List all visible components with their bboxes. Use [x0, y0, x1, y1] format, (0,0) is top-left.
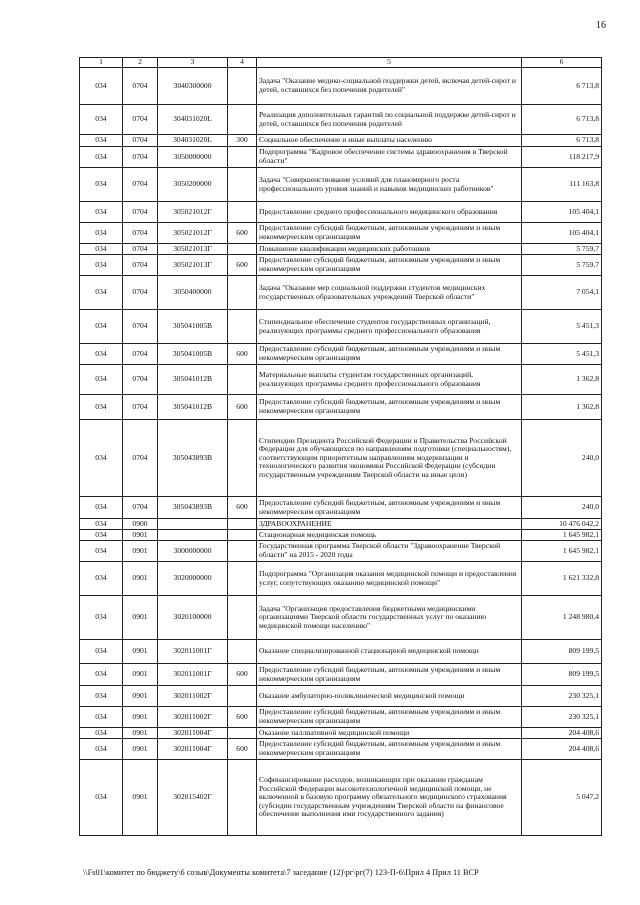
- item-name-cell: Стипендиальное обеспечение студентов государственных организаций, реализующих программы среднего профессионального образования: [257, 310, 522, 344]
- target-item-cell: 302011004Г: [158, 739, 228, 760]
- ministry-code-cell: 034: [80, 686, 123, 707]
- target-item-cell: 305021013Г: [158, 244, 228, 255]
- table-row: [80, 728, 602, 739]
- table-row: [80, 739, 602, 760]
- table-row: [80, 686, 602, 707]
- table-row: [80, 310, 602, 344]
- item-name-cell: ЗДРАВООХРАНЕНИЕ: [257, 519, 522, 530]
- table-row: [80, 135, 602, 147]
- ministry-code-cell: 034: [80, 244, 123, 255]
- amount-cell: 204 408,6: [522, 728, 602, 739]
- amount-cell: 5 759,7: [522, 244, 602, 255]
- column-header: 6: [522, 58, 602, 68]
- target-item-cell: 305021012Г: [158, 202, 228, 223]
- amount-cell: 809 199,5: [522, 640, 602, 664]
- amount-cell: 809 199,5: [522, 664, 602, 686]
- expense-type-cell: [228, 596, 257, 640]
- expense-type-cell: [228, 147, 257, 168]
- section-code-cell: 0704: [123, 255, 158, 276]
- target-item-cell: [158, 530, 228, 541]
- item-name-cell: Предоставление субсидий бюджетным, автономным учреждениям и иным некоммерческим организациям: [257, 223, 522, 244]
- table-row: [80, 760, 602, 836]
- target-item-cell: 302015402Г: [158, 760, 228, 836]
- section-code-cell: 0704: [123, 310, 158, 344]
- item-name-cell: Повышение квалификации медицинских работников: [257, 244, 522, 255]
- expense-type-cell: [228, 168, 257, 202]
- ministry-code-cell: 034: [80, 562, 123, 596]
- item-name-cell: Оказание специализированной стационарной медицинской помощи: [257, 640, 522, 664]
- target-item-cell: 304031020L: [158, 105, 228, 135]
- section-code-cell: 0901: [123, 739, 158, 760]
- target-item-cell: 3020100000: [158, 596, 228, 640]
- ministry-code-cell: 034: [80, 135, 123, 147]
- item-name-cell: Предоставление субсидий бюджетным, автономным учреждениям и иным некоммерческим организациям: [257, 344, 522, 365]
- amount-cell: 1 645 982,1: [522, 530, 602, 541]
- expense-type-cell: 600: [228, 664, 257, 686]
- amount-cell: 240,0: [522, 497, 602, 519]
- target-item-cell: 3050000000: [158, 147, 228, 168]
- ministry-code-cell: 034: [80, 739, 123, 760]
- expense-type-cell: [228, 519, 257, 530]
- ministry-code-cell: 034: [80, 105, 123, 135]
- item-name-cell: Задача "Совершенствование условий для планомерного роста профессионального уровня знаний и навыков медицинских работников": [257, 168, 522, 202]
- target-item-cell: 3050200000: [158, 168, 228, 202]
- item-name-cell: Предоставление субсидий бюджетным, автономным учреждениям и иным некоммерческим организациям: [257, 739, 522, 760]
- amount-cell: 111 163,8: [522, 168, 602, 202]
- expense-type-cell: 600: [228, 255, 257, 276]
- item-name-cell: Задача "Оказание мер социальной поддержки студентов медицинских государственных образовательных учреждений Тверской области": [257, 276, 522, 310]
- ministry-code-cell: 034: [80, 664, 123, 686]
- table-row: [80, 223, 602, 244]
- footer-file-path: \\Fs01\комитет по бюджету\6 созыв\Документы комитета\7 заседание (12)\рг\рг(7) 123-П-6\Прил 4 Прил 11 ВСР: [83, 868, 479, 877]
- amount-cell: 6 713,8: [522, 135, 602, 147]
- expense-type-cell: 600: [228, 497, 257, 519]
- item-name-cell: Материальные выплаты студентам государственных организаций, реализующих программы среднего профессионального образования: [257, 365, 522, 395]
- ministry-code-cell: 034: [80, 541, 123, 562]
- expense-type-cell: [228, 365, 257, 395]
- ministry-code-cell: 034: [80, 497, 123, 519]
- item-name-cell: Софинансирование расходов, возникающих при оказании гражданам Российской Федерации высокотехнологичной медицинской помощи, не включенной в базовую программу обязательного медицинского страхования (субсидии государственным учреждениям Тверской области на финансовое обеспечение выполнения ими государственного задания): [257, 760, 522, 836]
- amount-cell: 1 248 980,4: [522, 596, 602, 640]
- expense-type-cell: [228, 310, 257, 344]
- target-item-cell: 302011004Г: [158, 728, 228, 739]
- item-name-cell: Предоставление субсидий бюджетным, автономным учреждениям и иным некоммерческим организациям: [257, 255, 522, 276]
- ministry-code-cell: 034: [80, 728, 123, 739]
- amount-cell: 5 047,2: [522, 760, 602, 836]
- item-name-cell: Предоставление субсидий бюджетным, автономным учреждениям и иным некоммерческим организациям: [257, 395, 522, 420]
- item-name-cell: Подпрограмма "Организация оказания медицинской помощи и предоставления услуг, сопутствующих оказанию медицинской помощи": [257, 562, 522, 596]
- section-code-cell: 0704: [123, 395, 158, 420]
- expense-type-cell: [228, 244, 257, 255]
- amount-cell: 1 621 332,8: [522, 562, 602, 596]
- table-header-row: [80, 58, 602, 68]
- section-code-cell: 0704: [123, 105, 158, 135]
- ministry-code-cell: 034: [80, 420, 123, 497]
- section-code-cell: 0704: [123, 223, 158, 244]
- amount-cell: 1 362,8: [522, 365, 602, 395]
- expense-type-cell: 600: [228, 395, 257, 420]
- amount-cell: 10 476 042,2: [522, 519, 602, 530]
- target-item-cell: 305041012В: [158, 365, 228, 395]
- expense-type-cell: 300: [228, 135, 257, 147]
- table-row: [80, 541, 602, 562]
- section-code-cell: 0901: [123, 562, 158, 596]
- amount-cell: 118 217,9: [522, 147, 602, 168]
- ministry-code-cell: 034: [80, 344, 123, 365]
- amount-cell: 230 325,1: [522, 686, 602, 707]
- table-row: [80, 519, 602, 530]
- ministry-code-cell: 034: [80, 530, 123, 541]
- ministry-code-cell: 034: [80, 255, 123, 276]
- column-header: 4: [228, 58, 257, 68]
- amount-cell: 230 325,1: [522, 707, 602, 728]
- expense-type-cell: [228, 640, 257, 664]
- section-code-cell: 0901: [123, 686, 158, 707]
- item-name-cell: Стипендии Президента Российской Федерации и Правительства Российской Федерации для обучающихся по направлениям подготовки (специальностям), соответствующим приоритетным направлениям модернизации и технологического развития экономики Российской Федерации (субсидии государственным учреждениям Тверской области на иные цели): [257, 420, 522, 497]
- section-code-cell: 0901: [123, 596, 158, 640]
- section-code-cell: 0704: [123, 244, 158, 255]
- target-item-cell: 3050400000: [158, 276, 228, 310]
- item-name-cell: Стационарная медицинская помощь: [257, 530, 522, 541]
- section-code-cell: 0704: [123, 168, 158, 202]
- table-row: [80, 344, 602, 365]
- table-row: [80, 707, 602, 728]
- target-item-cell: 305043893В: [158, 420, 228, 497]
- target-item-cell: 302011002Г: [158, 707, 228, 728]
- section-code-cell: 0901: [123, 728, 158, 739]
- target-item-cell: 305021013Г: [158, 255, 228, 276]
- table-row: [80, 395, 602, 420]
- item-name-cell: Предоставление среднего профессионального медицинского образования: [257, 202, 522, 223]
- target-item-cell: 305041012В: [158, 395, 228, 420]
- target-item-cell: 302011001Г: [158, 640, 228, 664]
- ministry-code-cell: 034: [80, 168, 123, 202]
- section-code-cell: 0901: [123, 640, 158, 664]
- column-header: 1: [80, 58, 123, 68]
- ministry-code-cell: 034: [80, 707, 123, 728]
- section-code-cell: 0704: [123, 344, 158, 365]
- item-name-cell: Государственная программа Тверской области "Здравоохранение Тверской области" на 2015 - 2020 годы: [257, 541, 522, 562]
- section-code-cell: 0704: [123, 147, 158, 168]
- expense-type-cell: 600: [228, 707, 257, 728]
- target-item-cell: 3000000000: [158, 541, 228, 562]
- amount-cell: 5 451,3: [522, 344, 602, 365]
- item-name-cell: Оказание паллиативной медицинской помощи: [257, 728, 522, 739]
- amount-cell: 5 451,3: [522, 310, 602, 344]
- page-number: 16: [596, 20, 606, 31]
- expense-type-cell: [228, 760, 257, 836]
- ministry-code-cell: 034: [80, 760, 123, 836]
- table-row: [80, 365, 602, 395]
- table-row: [80, 640, 602, 664]
- item-name-cell: Предоставление субсидий бюджетным, автономным учреждениям и иным некоммерческим организациям: [257, 497, 522, 519]
- expense-type-cell: [228, 202, 257, 223]
- section-code-cell: 0704: [123, 420, 158, 497]
- item-name-cell: Оказание амбулаторно-поликлинической медицинской помощи: [257, 686, 522, 707]
- table-row: [80, 68, 602, 105]
- column-header: 5: [257, 58, 522, 68]
- item-name-cell: Задача "Оказание медико-социальной поддержки детей, включая детей-сирот и детей, оставшихся без попечения родителей": [257, 68, 522, 105]
- section-code-cell: 0901: [123, 760, 158, 836]
- item-name-cell: Задача "Организация предоставления бюджетными медицинскими организациями Тверской области государственных услуг по оказанию медицинской помощи населению": [257, 596, 522, 640]
- expense-type-cell: [228, 728, 257, 739]
- table-row: [80, 105, 602, 135]
- amount-cell: 1 645 982,1: [522, 541, 602, 562]
- amount-cell: 204 408,6: [522, 739, 602, 760]
- ministry-code-cell: 034: [80, 223, 123, 244]
- amount-cell: 5 759,7: [522, 255, 602, 276]
- column-header: 2: [123, 58, 158, 68]
- section-code-cell: 0901: [123, 664, 158, 686]
- section-code-cell: 0900: [123, 519, 158, 530]
- expense-type-cell: [228, 530, 257, 541]
- section-code-cell: 0901: [123, 530, 158, 541]
- expense-type-cell: 600: [228, 739, 257, 760]
- target-item-cell: 302011001Г: [158, 664, 228, 686]
- ministry-code-cell: 034: [80, 365, 123, 395]
- table-row: [80, 497, 602, 519]
- target-item-cell: [158, 519, 228, 530]
- expense-type-cell: 600: [228, 223, 257, 244]
- ministry-code-cell: 034: [80, 310, 123, 344]
- expense-type-cell: [228, 420, 257, 497]
- expense-type-cell: [228, 562, 257, 596]
- section-code-cell: 0704: [123, 365, 158, 395]
- amount-cell: 1 362,8: [522, 395, 602, 420]
- ministry-code-cell: 034: [80, 147, 123, 168]
- expense-type-cell: [228, 276, 257, 310]
- table-row: [80, 168, 602, 202]
- section-code-cell: 0901: [123, 541, 158, 562]
- amount-cell: 7 054,1: [522, 276, 602, 310]
- target-item-cell: 305041005В: [158, 310, 228, 344]
- expense-type-cell: 600: [228, 344, 257, 365]
- amount-cell: 105 404,1: [522, 223, 602, 244]
- item-name-cell: Реализация дополнительных гарантий по социальной поддержке детей-сирот и детей, оставшихся без попечения родителей: [257, 105, 522, 135]
- ministry-code-cell: 034: [80, 276, 123, 310]
- item-name-cell: Предоставление субсидий бюджетным, автономным учреждениям и иным некоммерческим организациям: [257, 664, 522, 686]
- section-code-cell: 0704: [123, 68, 158, 105]
- target-item-cell: 3020000000: [158, 562, 228, 596]
- item-name-cell: Подпрограмма "Кадровое обеспечение системы здравоохранения в Тверской области": [257, 147, 522, 168]
- table-row: [80, 147, 602, 168]
- section-code-cell: 0901: [123, 707, 158, 728]
- section-code-cell: 0704: [123, 497, 158, 519]
- section-code-cell: 0704: [123, 276, 158, 310]
- budget-table: [79, 57, 602, 836]
- expense-type-cell: [228, 686, 257, 707]
- table-row: [80, 255, 602, 276]
- table-row: [80, 596, 602, 640]
- ministry-code-cell: 034: [80, 640, 123, 664]
- ministry-code-cell: 034: [80, 395, 123, 420]
- expense-type-cell: [228, 105, 257, 135]
- column-header: 3: [158, 58, 228, 68]
- ministry-code-cell: 034: [80, 202, 123, 223]
- amount-cell: 6 713,8: [522, 68, 602, 105]
- section-code-cell: 0704: [123, 135, 158, 147]
- item-name-cell: Предоставление субсидий бюджетным, автономным учреждениям и иным некоммерческим организациям: [257, 707, 522, 728]
- amount-cell: 6 713,8: [522, 105, 602, 135]
- target-item-cell: 304031020L: [158, 135, 228, 147]
- target-item-cell: 302011002Г: [158, 686, 228, 707]
- table-row: [80, 530, 602, 541]
- amount-cell: 240,0: [522, 420, 602, 497]
- ministry-code-cell: 034: [80, 596, 123, 640]
- table-row: [80, 202, 602, 223]
- table-row: [80, 420, 602, 497]
- section-code-cell: 0704: [123, 202, 158, 223]
- table-row: [80, 664, 602, 686]
- target-item-cell: 3040300000: [158, 68, 228, 105]
- table-row: [80, 244, 602, 255]
- target-item-cell: 305043893В: [158, 497, 228, 519]
- target-item-cell: 305041005В: [158, 344, 228, 365]
- ministry-code-cell: 034: [80, 519, 123, 530]
- amount-cell: 105 404,1: [522, 202, 602, 223]
- target-item-cell: 305021012Г: [158, 223, 228, 244]
- item-name-cell: Социальное обеспечение и иные выплаты населению: [257, 135, 522, 147]
- ministry-code-cell: 034: [80, 68, 123, 105]
- expense-type-cell: [228, 68, 257, 105]
- table-row: [80, 276, 602, 310]
- expense-type-cell: [228, 541, 257, 562]
- table-row: [80, 562, 602, 596]
